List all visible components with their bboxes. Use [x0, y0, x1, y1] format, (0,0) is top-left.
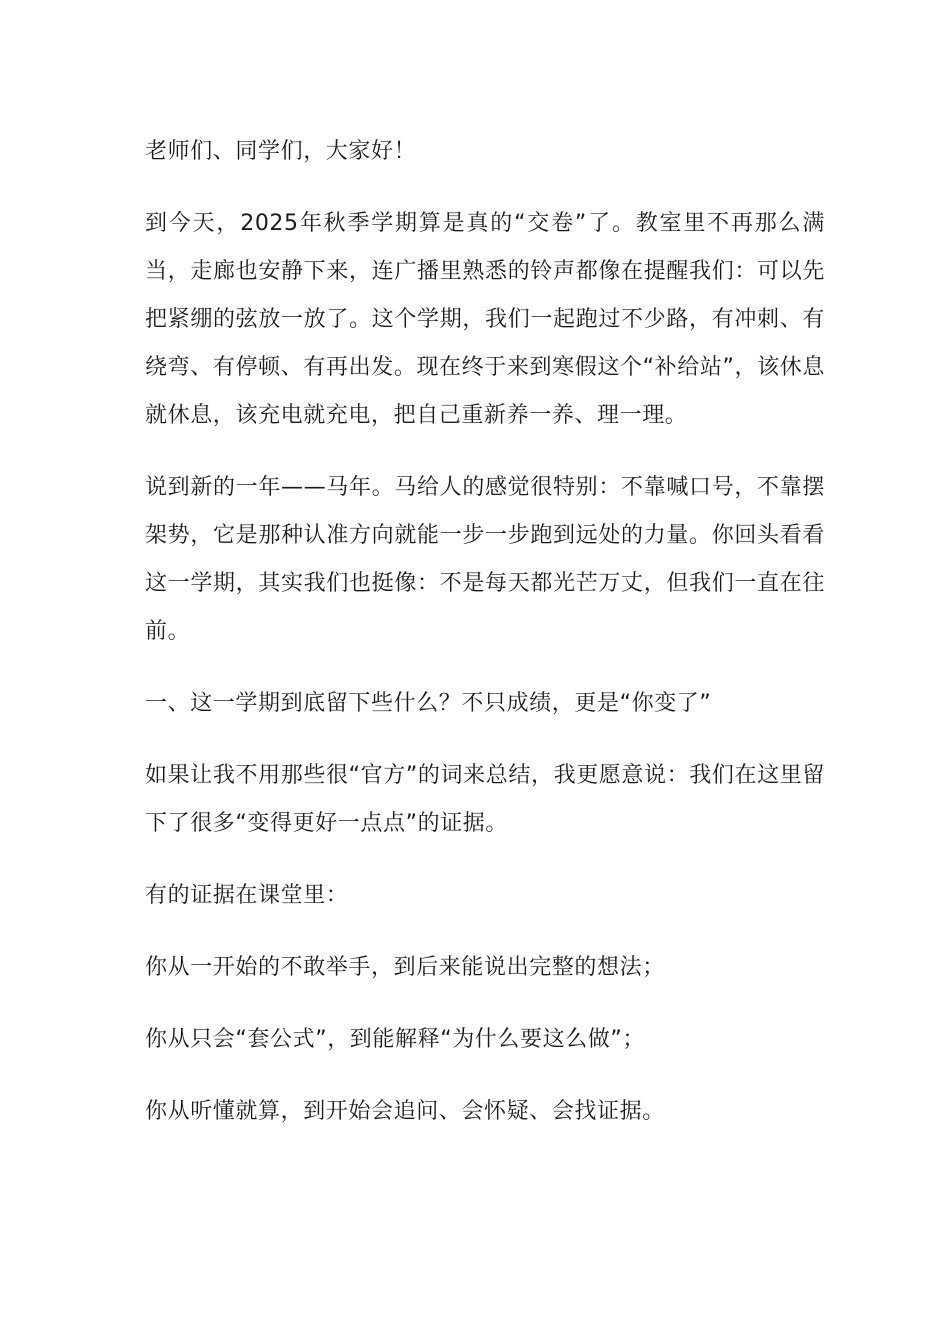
summary-paragraph: 如果让我不用那些很“官方”的词来总结，我更愿意说：我们在这里留下了很多“变得更好一点点”的证据。: [145, 763, 825, 836]
evidence-item-1: 你从一开始的不敢举手，到后来能说出完整的想法；: [145, 955, 665, 980]
evidence-item-2: 你从只会“套公式”，到能解释“为什么要这么做”；: [145, 1027, 645, 1052]
horse-year-paragraph: 说到新的一年——马年。马给人的感觉很特别：不靠喊口号，不靠摆架势，它是那种认准方向就能一步一步跑到远处的力量。你回头看看这一学期，其实我们也挺像：不是每天都光芒万丈，但我们一直在往前。: [145, 475, 825, 644]
greeting-paragraph: 老师们、同学们，大家好！: [145, 139, 417, 164]
section-heading-1: 一、这一学期到底留下些什么？不只成绩，更是“你变了”: [145, 691, 712, 716]
evidence-item-3: 你从听懂就算，到开始会追问、会怀疑、会找证据。: [145, 1099, 665, 1124]
document-body: [145, 128, 825, 1160]
semester-end-paragraph: 到今天，2025年秋季学期算是真的“交卷”了。教室里不再那么满当，走廊也安静下来，连广播里熟悉的铃声都像在提醒我们：可以先把紧绷的弦放一放了。这个学期，我们一起跑过不少路，有冲刺、有绕弯、有停顿、有再出发。现在终于来到寒假这个“补给站”，该休息就休息，该充电就充电，把自己重新养一养、理一理。: [145, 211, 825, 428]
classroom-evidence-intro: 有的证据在课堂里：: [145, 883, 349, 908]
